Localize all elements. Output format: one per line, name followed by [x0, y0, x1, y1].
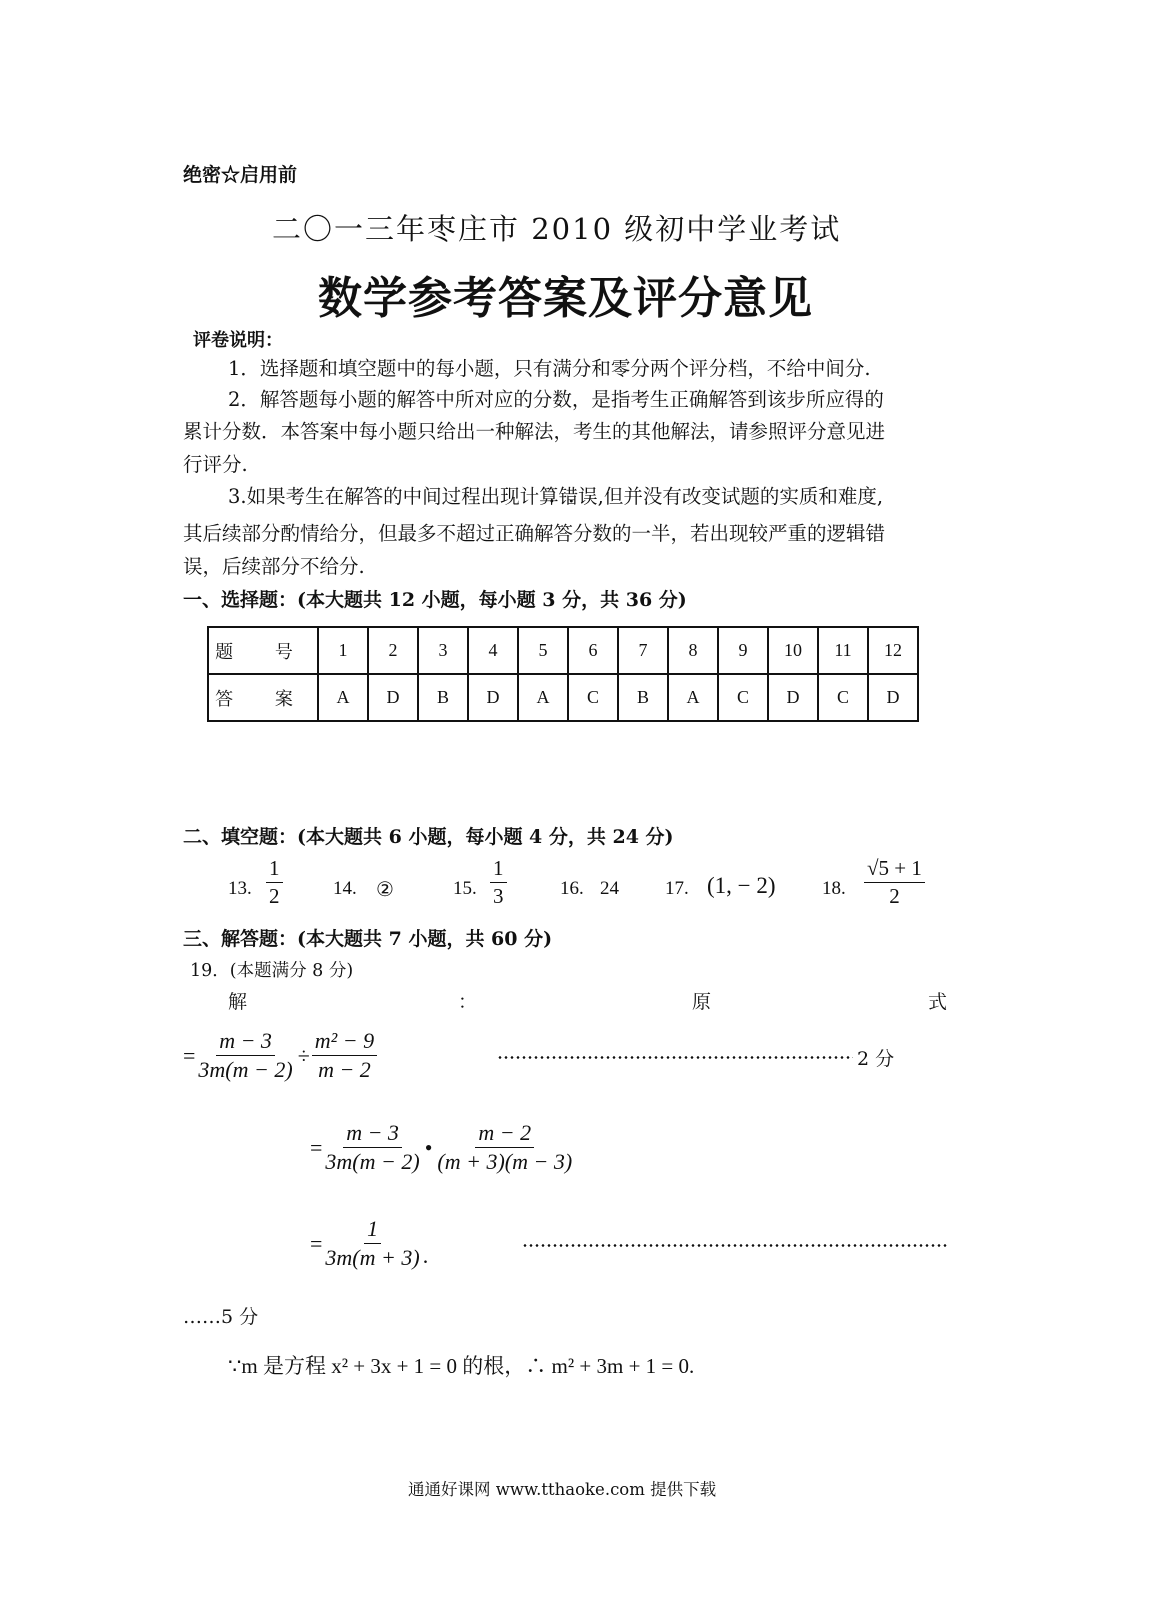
question-number: 6: [568, 627, 618, 674]
question-number: 3: [418, 627, 468, 674]
fraction-denominator: 3m(m − 2): [325, 1149, 420, 1174]
answer-cell: D: [768, 674, 818, 721]
answer-cell: C: [718, 674, 768, 721]
answer-cell: B: [418, 674, 468, 721]
solution-word-1: 解: [228, 991, 248, 1013]
section1-heading: 一、选择题：(本大题共 12 小题，每小题 3 分，共 36 分): [183, 589, 687, 611]
fill-q17-answer: (1, − 2): [707, 873, 776, 898]
fraction-numerator: 1: [490, 858, 507, 883]
question-19-label: 19．(本题满分 8 分): [190, 961, 354, 981]
fill-q17-label: 17.: [665, 878, 689, 899]
fill-q18-answer: [864, 858, 925, 907]
answer-cell: B: [618, 674, 668, 721]
note-item-3-line3: 误，后续部分不给分.: [183, 555, 365, 578]
fill-q16-label: 16.: [560, 878, 584, 899]
answer-cell: C: [818, 674, 868, 721]
fraction-numerator: 1: [266, 858, 283, 883]
solution-step-3: = $\frac{1}{3m(m + 3)}$ .: [310, 1216, 429, 1270]
fraction-denominator: 3m(m − 2): [198, 1057, 293, 1082]
fraction-numerator: m − 2: [475, 1122, 534, 1148]
answer-cell: A: [318, 674, 368, 721]
question-number: 8: [668, 627, 718, 674]
answer-cell: D: [368, 674, 418, 721]
fraction-denominator: 3m(m + 3): [325, 1245, 420, 1270]
dotted-leader: [497, 1056, 853, 1059]
fraction-denominator: m − 2: [318, 1057, 371, 1082]
footer-source: 通通好课网 www.tthaoke.com 提供下载: [408, 1480, 717, 1499]
fill-q16-answer: 24: [600, 878, 619, 899]
root-condition-line: ∵m 是方程 x² + 3x + 1 = 0 的根，∴ m² + 3m + 1 = 0.: [228, 1354, 695, 1378]
section2-heading: 二、填空题：(本大题共 6 小题，每小题 4 分，共 24 分): [183, 826, 674, 848]
table-row-answers: [208, 674, 918, 721]
note-item-3-pre: 3.如果考生在解答的中间过程出现: [228, 485, 520, 508]
question-number: 7: [618, 627, 668, 674]
secret-label: 绝密☆启用前: [183, 164, 298, 186]
document-title: 数学参考答案及评分意见: [318, 273, 813, 324]
row-label-answer: 答 案: [208, 674, 318, 721]
answer-cell: C: [568, 674, 618, 721]
fill-q14-label: 14.: [333, 878, 357, 899]
note-item-2-line1: 2．解答题每小题的解答中所对应的分数，是指考生正确解答到该步所应得的: [228, 388, 884, 411]
answer-table: [207, 626, 919, 722]
question-number: 1: [318, 627, 368, 674]
fraction-denominator: 3: [493, 884, 504, 908]
notes-heading: 评卷说明：: [193, 330, 283, 351]
note-item-1: 1．选择题和填空题中的每小题，只有满分和零分两个评分档，不给中间分.: [228, 357, 871, 380]
note-item-3-line1: [183, 478, 951, 516]
question-number: 9: [718, 627, 768, 674]
question-number: 4: [468, 627, 518, 674]
fill-q15-label: 15.: [453, 878, 477, 899]
fill-q15-answer: [490, 858, 507, 907]
fill-q18-label: 18.: [822, 878, 846, 899]
operator: ÷: [297, 1042, 310, 1068]
question-number: 2: [368, 627, 418, 674]
fraction-denominator: 2: [889, 884, 900, 908]
fraction-denominator: 2: [269, 884, 280, 908]
fill-q13-label: 13.: [228, 878, 252, 899]
answer-cell: D: [868, 674, 918, 721]
fraction-numerator: m − 3: [216, 1030, 275, 1056]
emphasis-char-2: 算: [539, 485, 559, 508]
note-item-2-line2: 累计分数．本答案中每小题只给出一种解法，考生的其他解法，请参照评分意见进: [183, 420, 886, 443]
fill-q14-answer: ②: [376, 877, 394, 901]
question-number: 10: [768, 627, 818, 674]
fraction-numerator: m² − 9: [312, 1030, 377, 1056]
question-number: 12: [868, 627, 918, 674]
dotted-leader: [522, 1244, 948, 1247]
step-1-score: 2 分: [857, 1048, 895, 1070]
exam-title: 二〇一三年枣庄市 2010 级初中学业考试: [272, 212, 842, 246]
section3-heading: 三、解答题：(本大题共 7 小题，共 60 分): [183, 928, 553, 950]
table-row-numbers: [208, 627, 918, 674]
step-3-score: ……5 分: [183, 1306, 259, 1328]
fraction-numerator: √5 + 1: [864, 858, 925, 883]
operator: •: [424, 1134, 433, 1160]
row-label-number: 题 号: [208, 627, 318, 674]
solution-step-2: = $\frac{m - 3}{3m(m - 2)}$ • $\frac{m - 2}{(m + 3)(m - 3)}$: [310, 1122, 575, 1173]
fraction-denominator: (m + 3)(m − 3): [437, 1149, 573, 1174]
fraction-numerator: 1: [364, 1218, 381, 1244]
fill-q13-answer: [266, 858, 283, 907]
answer-cell: D: [468, 674, 518, 721]
emphasis-char-1: 计: [519, 485, 540, 508]
solution-word-3: 式: [928, 991, 948, 1013]
answer-cell: A: [668, 674, 718, 721]
question-number: 11: [818, 627, 868, 674]
solution-word-2: 原: [692, 991, 712, 1013]
fraction-numerator: m − 3: [343, 1122, 402, 1148]
note-item-3-post: 错误,但并没有改变试题的实质和难度,: [558, 485, 884, 508]
question-number: 5: [518, 627, 568, 674]
solution-colon: ：: [458, 991, 478, 1013]
answer-cell: A: [518, 674, 568, 721]
note-item-2-line3: 行评分.: [183, 453, 248, 476]
solution-step-1: = $\frac{m - 3}{3m(m - 2)}$ ÷ $\frac{\text{m² − 9}}{m - 2}$: [183, 1030, 377, 1081]
note-item-3-line2: 其后续部分酌情给分，但最多不超过正确解答分数的一半，若出现较严重的逻辑错: [183, 522, 886, 545]
